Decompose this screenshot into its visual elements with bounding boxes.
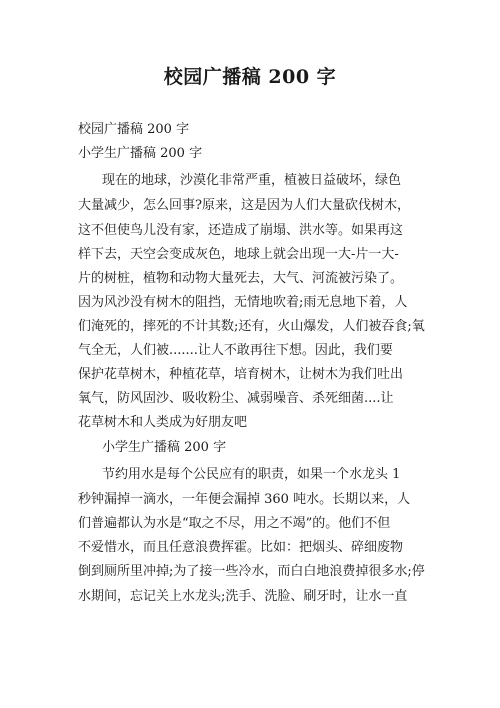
text-line: 片的树桩，植物和动物大量死去，大气、河流被污染了。 [78, 271, 404, 286]
document-title: 校园广播稿 200 字 [163, 66, 337, 88]
text-line: 们淹死的，摔死的不计其数;还有，火山爆发，人们被吞食;氧 [78, 319, 425, 334]
text-line: 校园广播稿 200 字 [78, 122, 190, 137]
text-line: 样下去，天空会变成灰色，地球上就会出现一大-片一大- [78, 247, 399, 262]
text-line: 秒钟漏掉一滴水，一年便会漏掉 360 吨水。长期以来，人 [78, 492, 411, 507]
text-line: 气全无，人们被.......让人不敢再往下想。因此，我们要 [78, 343, 393, 358]
text-line: 花草树木和人类成为好朋友吧 [78, 415, 248, 430]
text-line: 大量减少，怎么回事?原来，这是因为人们大量砍伐树木， [78, 198, 410, 213]
text-line: 现在的地球，沙漠化非常严重，植被日益破坏，绿色 [102, 173, 402, 188]
text-line: 保护花草树木，种植花草，培育树木，让树木为我们吐出 [78, 367, 404, 382]
text-line: 节约用水是每个公民应有的职责，如果一个水龙头 1 [102, 467, 401, 482]
text-line: 们普遍都认为水是“取之不尽，用之不竭”的。他们不但 [78, 516, 391, 531]
text-line: 小学生广播稿 200 字 [102, 440, 227, 455]
text-line: 氧气，防风固沙、吸收粉尘、减弱噪音、杀死细菌....让 [78, 391, 394, 406]
text-line: 因为风沙没有树木的阻挡，无情地吹着;雨无息地下着，人 [78, 295, 408, 310]
text-line: 倒到厕所里冲掉;为了接一些冷水，而白白地浪费掉很多水;停 [78, 564, 425, 579]
text-line: 小学生广播稿 200 字 [78, 146, 203, 161]
text-line: 水期间，忘记关上水龙头;洗手、洗脸、刷牙时，让水一直 [78, 589, 408, 604]
text-line: 不爱惜水，而且任意浪费挥霍。比如：把烟头、碎细废物 [78, 540, 404, 555]
text-line: 这不但使鸟儿没有家，还造成了崩塌、洪水等。如果再这 [78, 223, 404, 238]
